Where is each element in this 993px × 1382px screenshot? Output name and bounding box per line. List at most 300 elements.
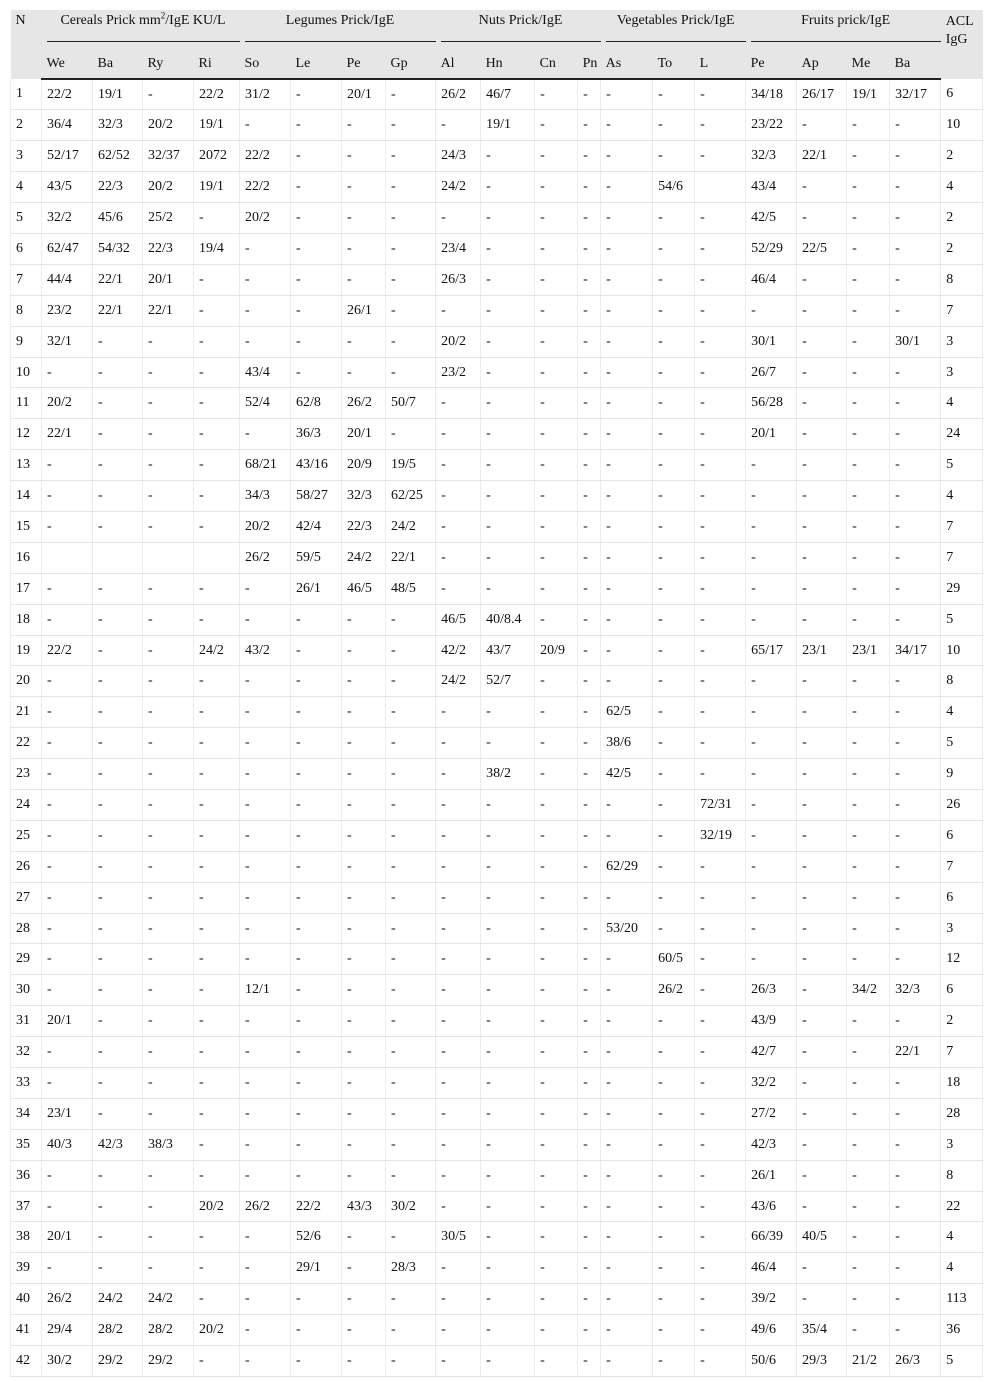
table-cell: - [143, 357, 194, 388]
table-cell: - [890, 1284, 941, 1315]
table-cell: - [481, 481, 535, 512]
table-cell: - [797, 203, 847, 234]
table-cell: - [890, 141, 941, 172]
table-cell: - [890, 882, 941, 913]
table-cell: - [194, 295, 240, 326]
table-cell: - [535, 1284, 578, 1315]
acl-igg-cell: 2 [941, 141, 983, 172]
table-cell: - [386, 882, 436, 913]
column-header: Le [291, 55, 342, 79]
table-cell: 26/3 [890, 1346, 941, 1377]
table-cell: 43/5 [42, 172, 93, 203]
table-cell: 38/2 [481, 759, 535, 790]
table-cell: - [578, 203, 601, 234]
table-cell: - [653, 511, 695, 542]
table-cell: 43/2 [240, 635, 291, 666]
table-cell: - [847, 1253, 890, 1284]
row-number-cell: 14 [11, 481, 42, 512]
table-cell: - [535, 1253, 578, 1284]
table-cell: - [797, 388, 847, 419]
table-cell: 22/3 [93, 172, 143, 203]
table-cell: 39/2 [746, 1284, 797, 1315]
table-cell: 29/2 [143, 1346, 194, 1377]
table-cell: - [797, 542, 847, 573]
table-cell: - [601, 1222, 653, 1253]
table-cell: - [601, 1315, 653, 1346]
table-cell: - [342, 913, 386, 944]
table-cell: - [890, 697, 941, 728]
table-cell: - [695, 419, 746, 450]
table-cell: - [194, 1346, 240, 1377]
table-cell: - [578, 511, 601, 542]
row-number-cell: 38 [11, 1222, 42, 1253]
table-cell: - [194, 1006, 240, 1037]
table-cell: - [291, 1068, 342, 1099]
table-header [11, 10, 983, 79]
table-cell: - [797, 604, 847, 635]
acl-igg-cell: 6 [941, 820, 983, 851]
table-cell: - [653, 1068, 695, 1099]
table-cell: - [42, 851, 93, 882]
table-cell: - [93, 851, 143, 882]
table-cell: - [601, 481, 653, 512]
table-cell: 19/1 [847, 79, 890, 110]
table-cell: 26/1 [342, 295, 386, 326]
table-cell: 62/5 [601, 697, 653, 728]
table-cell: - [436, 1191, 481, 1222]
table-cell: - [194, 1068, 240, 1099]
table-row [11, 1315, 983, 1346]
group-header-fruits-text: Fruits prick/IgE [751, 13, 941, 42]
table-cell: - [42, 481, 93, 512]
table-cell: 52/17 [42, 141, 93, 172]
table-cell: 20/1 [746, 419, 797, 450]
table-cell: - [291, 357, 342, 388]
table-cell: - [601, 141, 653, 172]
table-cell: - [143, 635, 194, 666]
table-cell: 42/3 [93, 1129, 143, 1160]
acl-igg-cell: 4 [941, 172, 983, 203]
table-cell: - [695, 1006, 746, 1037]
table-cell: - [93, 1222, 143, 1253]
table-cell: - [436, 913, 481, 944]
table-cell: - [890, 573, 941, 604]
table-cell: - [847, 172, 890, 203]
table-cell: - [535, 1315, 578, 1346]
table-cell: - [42, 697, 93, 728]
acl-igg-cell: 3 [941, 913, 983, 944]
table-cell: 26/2 [653, 975, 695, 1006]
table-cell: 32/2 [42, 203, 93, 234]
table-cell: 22/1 [42, 419, 93, 450]
table-cell: - [601, 233, 653, 264]
table-cell: 46/7 [481, 79, 535, 110]
table-cell [93, 542, 143, 573]
table-cell: 56/28 [746, 388, 797, 419]
table-cell: - [847, 882, 890, 913]
table-cell: - [653, 666, 695, 697]
acl-igg-cell: 26 [941, 789, 983, 820]
table-cell: 42/5 [601, 759, 653, 790]
table-cell: - [194, 1284, 240, 1315]
table-cell: - [93, 1006, 143, 1037]
table-cell: - [291, 264, 342, 295]
row-number-cell: 17 [11, 573, 42, 604]
table-cell: - [436, 388, 481, 419]
table-cell: - [578, 635, 601, 666]
table-cell: - [386, 759, 436, 790]
group-header-vegetables [601, 10, 746, 55]
table-cell: - [653, 604, 695, 635]
table-cell: - [143, 851, 194, 882]
table-cell: - [535, 511, 578, 542]
table-cell: - [653, 1222, 695, 1253]
table-cell: - [436, 697, 481, 728]
table-cell: 32/3 [93, 110, 143, 141]
table-cell: 43/9 [746, 1006, 797, 1037]
table-cell: 66/39 [746, 1222, 797, 1253]
table-cell: - [601, 944, 653, 975]
table-cell: - [481, 1037, 535, 1068]
table-cell: - [797, 666, 847, 697]
table-cell: - [240, 728, 291, 759]
table-cell: - [93, 820, 143, 851]
column-header: Pe [746, 55, 797, 79]
table-cell: - [695, 975, 746, 1006]
acl-igg-cell: 9 [941, 759, 983, 790]
table-cell: - [194, 573, 240, 604]
table-cell: - [386, 944, 436, 975]
row-number-cell: 35 [11, 1129, 42, 1160]
row-number-cell: 28 [11, 913, 42, 944]
table-cell: - [578, 573, 601, 604]
table-cell: - [890, 1129, 941, 1160]
table-cell: - [291, 635, 342, 666]
table-cell: - [797, 511, 847, 542]
table-cell: 30/2 [386, 1191, 436, 1222]
table-cell: - [436, 944, 481, 975]
table-cell: - [240, 820, 291, 851]
row-number-cell: 8 [11, 295, 42, 326]
table-cell: - [93, 450, 143, 481]
table-row [11, 450, 983, 481]
table-cell: - [847, 1006, 890, 1037]
table-cell: - [342, 1098, 386, 1129]
table-cell: - [797, 110, 847, 141]
table-cell: 36/4 [42, 110, 93, 141]
table-cell: - [601, 357, 653, 388]
table-cell: - [890, 233, 941, 264]
table-cell: 50/6 [746, 1346, 797, 1377]
table-cell: - [653, 233, 695, 264]
table-cell: - [386, 666, 436, 697]
table-cell: - [890, 511, 941, 542]
table-cell: - [143, 604, 194, 635]
table-cell: - [746, 789, 797, 820]
table-cell: - [847, 141, 890, 172]
table-cell: - [695, 635, 746, 666]
table-cell: - [578, 1253, 601, 1284]
table-cell: - [578, 481, 601, 512]
table-cell: - [386, 357, 436, 388]
table-cell: 24/2 [436, 172, 481, 203]
table-cell: - [481, 697, 535, 728]
table-cell: 29/4 [42, 1315, 93, 1346]
table-cell: - [601, 1160, 653, 1191]
table-cell: - [436, 1129, 481, 1160]
table-cell: - [890, 450, 941, 481]
table-cell: - [653, 1191, 695, 1222]
table-cell [695, 172, 746, 203]
table-cell: - [342, 1129, 386, 1160]
table-cell: - [481, 450, 535, 481]
table-cell: - [890, 1160, 941, 1191]
group-header-cereals-text-after: /IgE KU/L [165, 13, 226, 28]
table-cell: 20/1 [42, 1222, 93, 1253]
table-cell: - [436, 542, 481, 573]
table-cell: - [535, 110, 578, 141]
table-cell: 20/2 [143, 172, 194, 203]
table-cell: - [342, 697, 386, 728]
table-cell: - [847, 542, 890, 573]
table-row [11, 728, 983, 759]
table-cell: - [847, 1191, 890, 1222]
table-cell: - [601, 882, 653, 913]
table-cell: - [695, 1191, 746, 1222]
table-cell: - [194, 326, 240, 357]
table-cell: - [535, 1129, 578, 1160]
table-cell: - [695, 326, 746, 357]
table-cell: - [578, 697, 601, 728]
table-cell: - [797, 851, 847, 882]
table-cell: 25/2 [143, 203, 194, 234]
column-header: Ri [194, 55, 240, 79]
table-row [11, 388, 983, 419]
table-cell: - [578, 1315, 601, 1346]
table-cell: 46/4 [746, 1253, 797, 1284]
table-cell: - [93, 975, 143, 1006]
table-cell: - [291, 1346, 342, 1377]
table-cell: - [797, 1098, 847, 1129]
table-cell: - [143, 1253, 194, 1284]
table-cell: - [847, 759, 890, 790]
table-cell: - [695, 913, 746, 944]
table-cell: - [535, 851, 578, 882]
table-cell: - [847, 944, 890, 975]
table-cell: - [653, 1006, 695, 1037]
table-cell: - [194, 697, 240, 728]
table-cell: - [342, 326, 386, 357]
table-cell: - [291, 79, 342, 110]
table-cell: 52/29 [746, 233, 797, 264]
table-cell: - [342, 141, 386, 172]
table-cell: - [847, 264, 890, 295]
table-cell: - [386, 326, 436, 357]
acl-igg-cell: 2 [941, 203, 983, 234]
table-cell: 54/6 [653, 172, 695, 203]
table-cell: - [890, 357, 941, 388]
column-header: Pe [342, 55, 386, 79]
table-cell: - [143, 820, 194, 851]
acl-igg-cell: 36 [941, 1315, 983, 1346]
table-cell: - [143, 79, 194, 110]
table-cell: - [342, 635, 386, 666]
table-cell: 29/3 [797, 1346, 847, 1377]
table-cell: - [93, 1098, 143, 1129]
table-cell: 21/2 [847, 1346, 890, 1377]
table-cell: 32/3 [746, 141, 797, 172]
table-cell: 26/2 [240, 542, 291, 573]
table-cell: - [436, 728, 481, 759]
table-cell: - [535, 326, 578, 357]
table-cell: - [578, 789, 601, 820]
table-cell: 43/7 [481, 635, 535, 666]
table-cell: - [601, 542, 653, 573]
table-cell: - [42, 789, 93, 820]
column-header-n: N [11, 10, 42, 79]
table-cell: 23/2 [436, 357, 481, 388]
table-cell: - [695, 542, 746, 573]
table-cell: - [143, 975, 194, 1006]
table-cell: 30/1 [890, 326, 941, 357]
table-row [11, 913, 983, 944]
table-cell: - [481, 789, 535, 820]
row-number-cell: 27 [11, 882, 42, 913]
table-cell: 38/3 [143, 1129, 194, 1160]
table-cell: - [653, 357, 695, 388]
table-cell: - [797, 295, 847, 326]
table-cell: - [386, 1006, 436, 1037]
table-cell: - [578, 110, 601, 141]
table-cell: - [653, 1160, 695, 1191]
row-number-cell: 36 [11, 1160, 42, 1191]
table-cell: - [481, 172, 535, 203]
table-cell: - [342, 357, 386, 388]
table-cell: 53/20 [601, 913, 653, 944]
table-cell: - [291, 1037, 342, 1068]
table-cell: - [653, 1129, 695, 1160]
table-row [11, 264, 983, 295]
table-cell: 31/2 [240, 79, 291, 110]
table-cell: 32/37 [143, 141, 194, 172]
table-cell: - [386, 789, 436, 820]
table-cell: 19/4 [194, 233, 240, 264]
table-cell: - [746, 542, 797, 573]
table-cell: 52/7 [481, 666, 535, 697]
table-row [11, 326, 983, 357]
table-cell: - [695, 759, 746, 790]
table-cell: - [890, 1068, 941, 1099]
table-cell: - [93, 913, 143, 944]
table-cell: - [890, 264, 941, 295]
table-cell: - [695, 233, 746, 264]
table-cell: - [847, 419, 890, 450]
table-cell: - [436, 1160, 481, 1191]
table-cell: 12/1 [240, 975, 291, 1006]
table-cell: 24/3 [436, 141, 481, 172]
acl-igg-cell: 3 [941, 357, 983, 388]
table-cell: - [386, 604, 436, 635]
table-row [11, 1222, 983, 1253]
table-cell: 32/3 [890, 975, 941, 1006]
table-cell: - [42, 759, 93, 790]
table-cell: 22/5 [797, 233, 847, 264]
table-cell: 20/2 [240, 511, 291, 542]
table-cell: - [578, 326, 601, 357]
table-cell: 40/8.4 [481, 604, 535, 635]
acl-igg-cell: 3 [941, 326, 983, 357]
table-cell: - [291, 1284, 342, 1315]
table-cell: - [240, 882, 291, 913]
table-cell: - [847, 233, 890, 264]
table-cell: - [342, 1068, 386, 1099]
table-cell: - [653, 635, 695, 666]
table-cell: - [481, 542, 535, 573]
table-cell: 22/2 [42, 79, 93, 110]
table-cell: - [797, 1160, 847, 1191]
table-row [11, 697, 983, 728]
table-cell: - [601, 635, 653, 666]
table-cell: - [535, 264, 578, 295]
row-number-cell: 24 [11, 789, 42, 820]
table-cell: - [481, 233, 535, 264]
table-cell: - [342, 728, 386, 759]
table-cell: - [481, 573, 535, 604]
table-cell: - [93, 666, 143, 697]
table-cell: - [93, 357, 143, 388]
acl-igg-cell: 3 [941, 1129, 983, 1160]
acl-igg-cell: 6 [941, 975, 983, 1006]
table-cell: - [194, 1160, 240, 1191]
table-cell: - [194, 851, 240, 882]
table-cell: - [481, 419, 535, 450]
table-cell: 24/2 [436, 666, 481, 697]
table-cell: - [746, 728, 797, 759]
table-cell: - [746, 450, 797, 481]
acl-igg-cell: 6 [941, 79, 983, 110]
table-cell: - [143, 913, 194, 944]
table-cell: - [847, 697, 890, 728]
table-cell: 52/4 [240, 388, 291, 419]
table-cell: - [695, 1315, 746, 1346]
table-cell: - [601, 1191, 653, 1222]
table-row [11, 1098, 983, 1129]
table-cell: 19/1 [481, 110, 535, 141]
table-row [11, 511, 983, 542]
table-cell: - [42, 604, 93, 635]
table-cell: 23/22 [746, 110, 797, 141]
table-cell: 22/1 [93, 264, 143, 295]
table-cell: - [93, 789, 143, 820]
table-cell: - [797, 573, 847, 604]
table-cell: - [746, 573, 797, 604]
table-cell: - [797, 481, 847, 512]
row-number-cell: 40 [11, 1284, 42, 1315]
column-header: Hn [481, 55, 535, 79]
table-cell: - [42, 975, 93, 1006]
table-cell: 23/1 [797, 635, 847, 666]
table-cell: - [535, 1346, 578, 1377]
table-cell: - [342, 1006, 386, 1037]
acl-igg-cell: 8 [941, 264, 983, 295]
table-cell: - [143, 419, 194, 450]
acl-igg-cell: 5 [941, 450, 983, 481]
table-cell: - [847, 820, 890, 851]
table-cell: - [847, 728, 890, 759]
table-cell: - [143, 1068, 194, 1099]
column-header: Ap [797, 55, 847, 79]
table-cell: - [535, 79, 578, 110]
